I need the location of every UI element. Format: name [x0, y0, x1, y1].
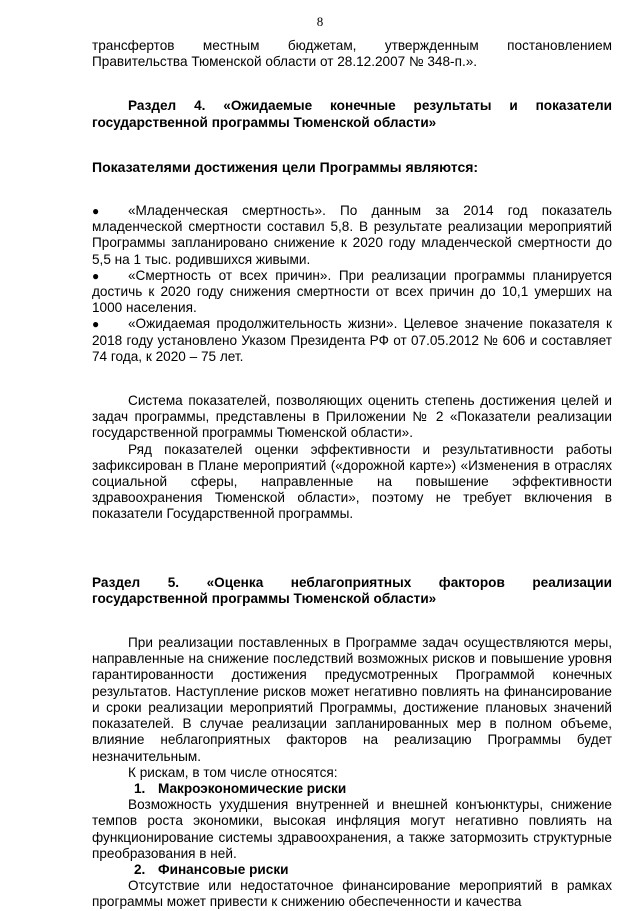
bullet-text: «Смертность от всех причин». При реализации программы планируется достичь к 2020 году снижения смертности от всех причин до 10,1 умерших на 1000 населения. — [92, 267, 612, 316]
bullet-text: «Ожидаемая продолжительность жизни». Целевое значение показателя к 2018 году установлено Указом Президента РФ от 07.05.2012 № 606 и составляет 74 года, к 2020 – 75 лет. — [92, 316, 612, 364]
bullet-item-infant-mortality — [92, 203, 612, 268]
section-4-paragraph-indicators: Система показателей, позволяющих оценить степень достижения целей и задач программы, представлены в Приложении № 2 «Показатели реализации государственной программы Тюменской области». — [92, 393, 612, 441]
risk-heading-macroeconomic — [92, 781, 612, 797]
risk-title: Макроэкономические риски — [158, 780, 347, 796]
risk-title: Финансовые риски — [158, 861, 289, 877]
risk-text-financial: Отсутствие или недостаточное финансирование мероприятий в рамках программы может привести к снижению обеспеченности и качества — [92, 878, 612, 910]
bullet-icon: ● — [92, 317, 100, 332]
section-5-paragraph: При реализации поставленных в Программе задач осуществляются меры, направленные на снижение последствий возможных рисков и повышение уровня гарантированности достижения предусмотренных Программой конечных результатов. Наступление рисков может негативно повлиять на финансирование и сроки реализации мероприятий Программы, достижение плановых значений показателей. В случае реализации запланированных мер в полном объеме, влияние неблагоприятных факторов на реализацию Программы будет незначительным. — [92, 635, 612, 764]
bullet-text: «Младенческая смертность». По данным за 2014 год показатель младенческой смертности составил 5,8. В результате реализации мероприятий Программы запланировано снижение к 2020 году младенческой смертности до 5,5 на 1 тыс. родившихся живыми. — [92, 203, 612, 267]
page-number: 8 — [316, 14, 324, 29]
section-4-heading: Раздел 4. «Ожидаемые конечные результаты и показатели государственной программы Тюменской области» — [92, 98, 612, 130]
risks-intro: К рискам, в том числе относятся: — [128, 764, 338, 780]
document-body — [92, 38, 612, 911]
risk-text-macroeconomic: Возможность ухудшения внутренней и внешней конъюнктуры, снижение темпов роста экономики, высокая инфляция могут негативно повлиять на функционирование системы здравоохранения, а также затормозить структурные преобразования в ней. — [92, 797, 612, 861]
bullet-item-mortality-all-causes — [92, 268, 612, 317]
section-4-paragraph-roadmap: Ряд показателей оценки эффективности и результативности работы зафиксирован в Плане мероприятий («дорожной карте») «Изменения в отраслях социальной сферы, направленные на повышение эффективности здравоохранения Тюменской области», поэтому не требует включения в показатели Государственной программы. — [92, 441, 612, 522]
bullet-icon: ● — [92, 204, 100, 219]
risk-number: 1. — [134, 780, 146, 796]
intro-continuation: трансфертов местным бюджетам, утвержденным постановлением Правительства Тюменской области от 28.12.2007 № 348-п.». — [92, 38, 612, 70]
risk-number: 2. — [134, 861, 146, 877]
section-4-subheading: Показателями достижения цели Программы являются: — [92, 158, 479, 175]
risk-heading-financial — [92, 862, 612, 878]
bullet-item-life-expectancy — [92, 316, 612, 365]
bullet-icon: ● — [92, 268, 100, 283]
section-5-heading: Раздел 5. «Оценка неблагоприятных факторов реализации государственной программы Тюменской области» — [92, 574, 612, 606]
